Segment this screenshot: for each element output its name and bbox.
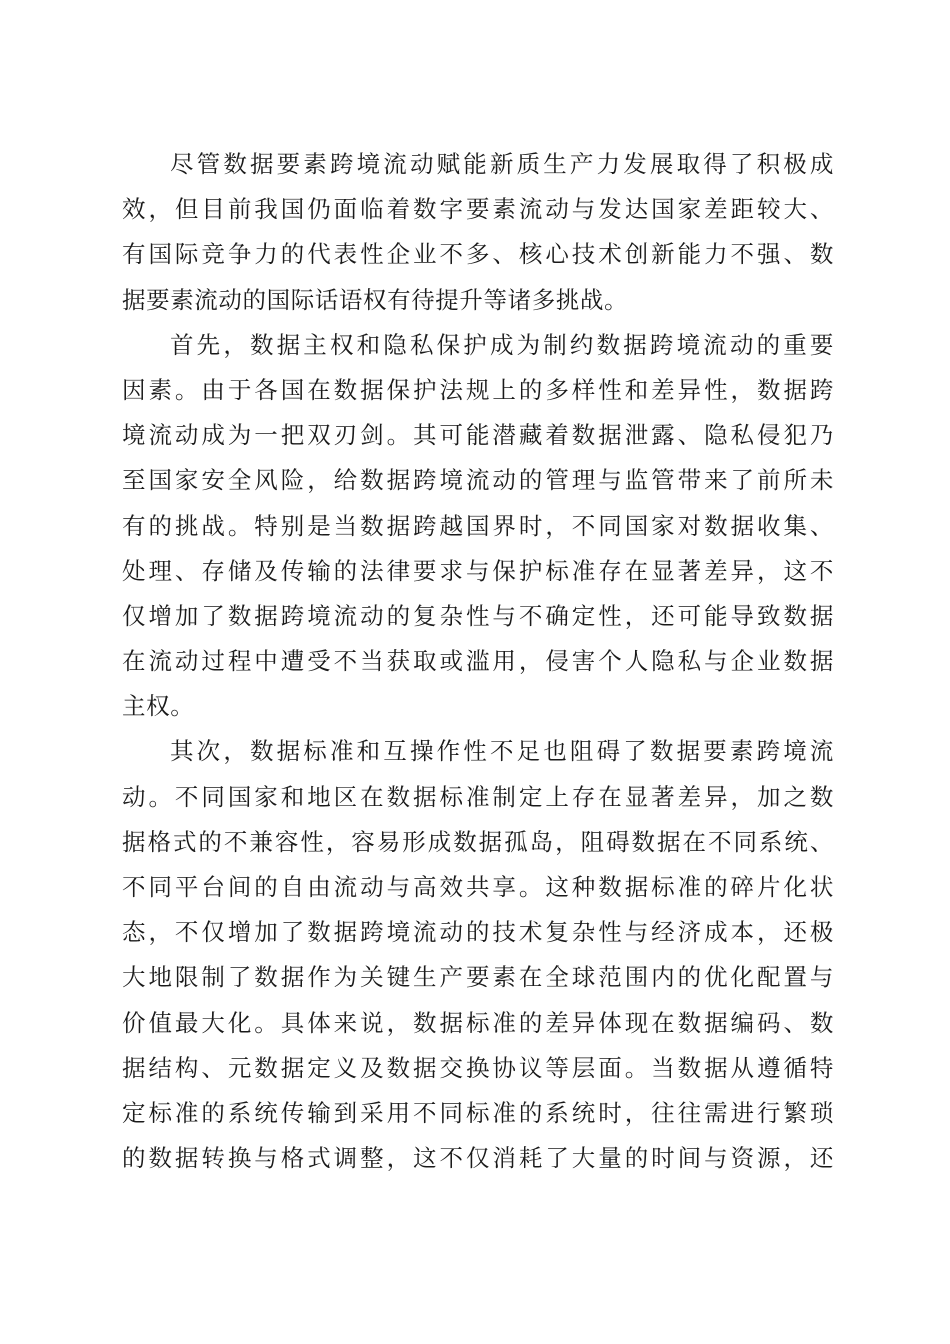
text-line: 在流动过程中遭受不当获取或滥用，侵害个人隐私与企业数据 <box>122 647 834 676</box>
text-line: 大地限制了数据作为关键生产要素在全球范围内的优化配置与 <box>122 963 834 992</box>
text-line: 境流动成为一把双刃剑。其可能潜藏着数据泄露、隐私侵犯乃 <box>122 421 834 450</box>
text-line: 至国家安全风险，给数据跨境流动的管理与监管带来了前所未 <box>122 466 834 495</box>
text-line: 处理、存储及传输的法律要求与保护标准存在显著差异，这不 <box>122 556 834 585</box>
text-line: 据要素流动的国际话语权有待提升等诸多挑战。 <box>122 285 629 314</box>
text-line: 据格式的不兼容性，容易形成数据孤岛，阻碍数据在不同系统、 <box>122 827 834 856</box>
body-text <box>122 142 834 1181</box>
paragraph-2 <box>122 323 834 730</box>
text-line: 仅增加了数据跨境流动的复杂性与不确定性，还可能导致数据 <box>122 601 834 630</box>
text-line: 有国际竞争力的代表性企业不多、核心技术创新能力不强、数 <box>122 240 834 269</box>
text-line: 价值最大化。具体来说，数据标准的差异体现在数据编码、数 <box>122 1008 834 1037</box>
text-line: 有的挑战。特别是当数据跨越国界时，不同国家对数据收集、 <box>122 511 834 540</box>
text-line: 效，但目前我国仍面临着数字要素流动与发达国家差距较大、 <box>122 195 834 224</box>
text-line: 据结构、元数据定义及数据交换协议等层面。当数据从遵循特 <box>122 1053 834 1082</box>
text-line: 态，不仅增加了数据跨境流动的技术复杂性与经济成本，还极 <box>122 918 834 947</box>
paragraph-1 <box>122 142 834 323</box>
text-line: 主权。 <box>122 692 195 721</box>
text-line: 动。不同国家和地区在数据标准制定上存在显著差异，加之数 <box>122 782 834 811</box>
text-line: 因素。由于各国在数据保护法规上的多样性和差异性，数据跨 <box>122 375 834 404</box>
text-line: 首先，数据主权和隐私保护成为制约数据跨境流动的重要 <box>170 330 834 359</box>
text-line: 尽管数据要素跨境流动赋能新质生产力发展取得了积极成 <box>170 150 834 178</box>
text-line: 的数据转换与格式调整，这不仅消耗了大量的时间与资源，还 <box>122 1144 834 1173</box>
text-line: 定标准的系统传输到采用不同标准的系统时，往往需进行繁琐 <box>122 1098 834 1127</box>
text-line: 不同平台间的自由流动与高效共享。这种数据标准的碎片化状 <box>122 873 834 901</box>
text-line: 其次，数据标准和互操作性不足也阻碍了数据要素跨境流 <box>170 737 834 766</box>
paragraph-3 <box>122 729 834 1181</box>
